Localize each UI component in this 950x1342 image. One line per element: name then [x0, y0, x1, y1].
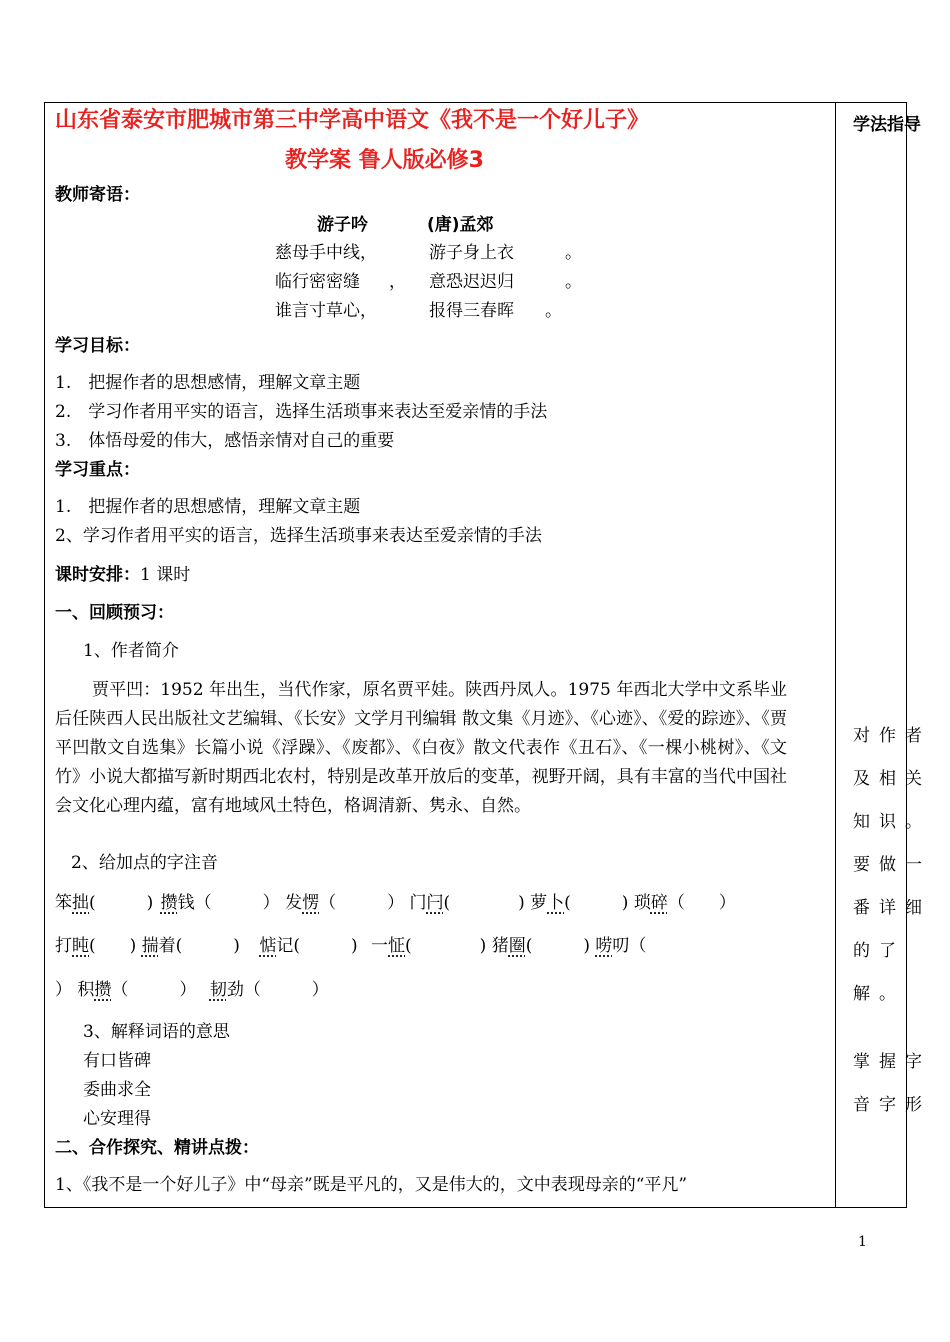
- vocab-term: 委曲求全: [83, 1080, 151, 1100]
- poem-title: 游子吟: [317, 215, 368, 235]
- poem-line-2a: 临行密密缝: [275, 272, 360, 292]
- pinyin-item: 发愣（ ）: [285, 893, 405, 913]
- poem-line-3b: 报得三春晖: [429, 301, 514, 321]
- pinyin-item: 积攒（ ）: [77, 980, 197, 1000]
- poem-line-3-end: 。: [545, 301, 562, 321]
- author-bio: 贾平凹：1952 年出生，当代作家，原名贾平娃。陕西丹凤人。1975 年西北大学中文系毕业后任陕西人民出版社文艺编辑、《长安》文学月刊编辑 散文集《月迹》、《心迹》、《爱的踪迹》、《贾平凹散文自选集》长篇小说《浮躁》、《废都》、《白夜》散文代表作《丑石》、《一棵小桃树》、《文竹》小说大都描写新时期西北农村，特别是改革开放后的变革，视野开阔，具有丰富的当代中国社会文化心理内蕴，富有地域风土特色，格调清新、隽永、自然。: [55, 680, 787, 816]
- side-header: 学法指导: [853, 115, 921, 135]
- schedule-label: 课时安排：: [55, 565, 140, 585]
- side-note-author: 对作者及相关知识。要做一番详细的了解。: [853, 726, 931, 1004]
- title-line-1: 山东省泰安市肥城市第三中学高中语文《我不是一个好儿子》: [55, 108, 650, 133]
- pinyin-item: 萝卜( ): [530, 893, 629, 913]
- poem-line-2b: 意恐迟迟归: [429, 272, 514, 292]
- schedule-value: 1 课时: [140, 565, 191, 585]
- page-number: 1: [858, 1234, 867, 1250]
- poem-line-2-end: 。: [565, 272, 582, 292]
- vocab-heading: 3、解释词语的意思: [83, 1022, 230, 1042]
- pinyin-item: 门闩( ): [409, 893, 525, 913]
- vocab-term: 有口皆碑: [83, 1051, 151, 1071]
- vocab-term: 心安理得: [83, 1109, 151, 1129]
- pinyin-item: 攒钱（ ）: [160, 893, 280, 913]
- pinyin-item: 揣着( ): [141, 936, 240, 956]
- poem-line-2-sep: ，: [389, 272, 406, 292]
- key-points-heading: 学习重点：: [55, 460, 140, 480]
- pinyin-item: 惦记( ): [259, 936, 358, 956]
- pinyin-item: ）: [55, 980, 72, 1000]
- side-note-pronunciation: 掌握字音字形: [853, 1052, 931, 1115]
- poem-author: (唐)孟郊: [427, 215, 494, 235]
- pinyin-item: 打盹( ): [55, 936, 137, 956]
- pinyin-item: 韧劲（ ）: [209, 980, 329, 1000]
- section1-heading: 一、回顾预习：: [55, 603, 174, 623]
- pinyin-row-3: [55, 979, 329, 1001]
- pinyin-item: 琐碎（ ）: [633, 893, 736, 913]
- objective-item: 1. 把握作者的思想感情，理解文章主题: [55, 373, 361, 393]
- key-point-item: 1. 把握作者的思想感情，理解文章主题: [55, 497, 361, 517]
- poem-line-1a: 慈母手中线，: [275, 243, 377, 263]
- objectives-heading: 学习目标：: [55, 336, 140, 356]
- pinyin-item: 一怔( ): [371, 936, 487, 956]
- pinyin-heading: 2、给加点的字注音: [71, 853, 218, 873]
- pinyin-item: 唠叨（: [595, 936, 647, 956]
- schedule: [55, 564, 190, 586]
- poem-line-3a: 谁言寸草心，: [275, 301, 377, 321]
- pinyin-row-2: [55, 935, 646, 957]
- poem-line-1b: 游子身上衣: [429, 243, 514, 263]
- objective-item: 3. 体悟母爱的伟大，感悟亲情对自己的重要: [55, 431, 395, 451]
- author-intro-heading: 1、作者简介: [83, 641, 179, 661]
- section2-heading: 二、合作探究、精讲点拨：: [55, 1138, 259, 1158]
- objective-item: 2. 学习作者用平实的语言，选择生活琐事来表达至爱亲情的手法: [55, 402, 548, 422]
- main-column: [55, 103, 827, 1207]
- teacher-message-heading: 教师寄语：: [55, 185, 140, 205]
- key-point-item: 2、学习作者用平实的语言，选择生活琐事来表达至爱亲情的手法: [55, 526, 542, 546]
- pinyin-row-1: [55, 892, 736, 914]
- lesson-table: [44, 102, 931, 1208]
- side-column: [845, 103, 931, 1207]
- title-line-2: 教学案 鲁人版必修3: [285, 148, 484, 173]
- pinyin-item: 笨拙( ): [55, 893, 154, 913]
- column-divider: [835, 103, 836, 1207]
- poem-line-1-end: 。: [565, 243, 582, 263]
- question-1: 1、《我不是一个好儿子》中“母亲”既是平凡的，又是伟大的，文中表现母亲的“平凡”: [55, 1175, 688, 1195]
- pinyin-item: 猪圈( ): [491, 936, 590, 956]
